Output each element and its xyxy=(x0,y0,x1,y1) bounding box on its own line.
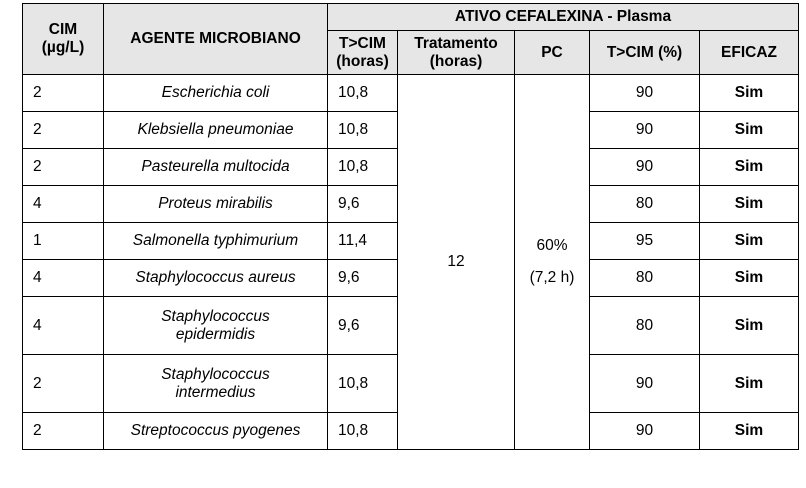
cell-tcim: 10,8 xyxy=(328,75,398,112)
cell-eficaz: Sim xyxy=(700,149,799,186)
cell-cim: 2 xyxy=(23,75,104,112)
cell-tratamento: 12 xyxy=(398,75,515,450)
cell-eficaz: Sim xyxy=(700,355,799,413)
header-treatment xyxy=(398,31,515,75)
cell-agent: Pasteurella multocida xyxy=(104,149,328,186)
header-cim xyxy=(23,4,104,75)
cell-pc-value: 60% xyxy=(536,237,568,254)
cell-tcim-pct: 80 xyxy=(590,260,700,297)
cell-tcim-pct: 90 xyxy=(590,149,700,186)
cell-eficaz: Sim xyxy=(700,112,799,149)
cell-eficaz: Sim xyxy=(700,297,799,355)
header-tcim-unit: (horas) xyxy=(336,52,389,70)
cell-cim: 2 xyxy=(23,355,104,413)
cell-tcim-pct: 90 xyxy=(590,355,700,413)
cell-tcim-pct: 80 xyxy=(590,297,700,355)
header-group: ATIVO CEFALEXINA - Plasma xyxy=(328,4,799,31)
cell-agent xyxy=(104,297,328,355)
cell-agent: Proteus mirabilis xyxy=(104,186,328,223)
cell-tcim-pct: 90 xyxy=(590,112,700,149)
cell-tcim: 9,6 xyxy=(328,297,398,355)
header-agent: AGENTE MICROBIANO xyxy=(104,4,328,75)
cell-pc xyxy=(515,75,590,450)
cell-tcim-pct: 90 xyxy=(590,413,700,450)
cell-tcim: 9,6 xyxy=(328,186,398,223)
header-pc: PC xyxy=(515,31,590,75)
cell-agent-line2: intermedius xyxy=(175,383,256,401)
cell-tcim-pct: 95 xyxy=(590,223,700,260)
cell-cim: 4 xyxy=(23,260,104,297)
cell-agent-line1: Staphylococcus xyxy=(161,365,270,383)
cell-cim: 4 xyxy=(23,186,104,223)
cell-eficaz: Sim xyxy=(700,75,799,112)
header-tcim-label: T>CIM xyxy=(339,34,386,52)
cell-agent: Salmonella typhimurium xyxy=(104,223,328,260)
cell-agent: Klebsiella pneumoniae xyxy=(104,112,328,149)
cell-eficaz: Sim xyxy=(700,223,799,260)
cell-agent: Escherichia coli xyxy=(104,75,328,112)
header-treatment-unit: (horas) xyxy=(429,52,483,70)
header-tcim xyxy=(328,31,398,75)
cell-cim: 2 xyxy=(23,149,104,186)
cell-tcim: 10,8 xyxy=(328,112,398,149)
cell-eficaz: Sim xyxy=(700,186,799,223)
header-tcim-pct: T>CIM (%) xyxy=(590,31,700,75)
cell-agent xyxy=(104,355,328,413)
cell-tcim: 10,8 xyxy=(328,413,398,450)
header-cim-unit: (µg/L) xyxy=(41,39,85,56)
cell-tcim-pct: 90 xyxy=(590,75,700,112)
cell-tcim: 11,4 xyxy=(328,223,398,260)
cell-agent-line1: Staphylococcus xyxy=(161,307,270,325)
cell-agent-line2: epidermidis xyxy=(175,325,256,343)
cell-tcim: 9,6 xyxy=(328,260,398,297)
cell-tcim: 10,8 xyxy=(328,355,398,413)
header-eficaz: EFICAZ xyxy=(700,31,799,75)
cell-agent: Staphylococcus aureus xyxy=(104,260,328,297)
cell-cim: 4 xyxy=(23,297,104,355)
cefalexina-table xyxy=(22,3,799,450)
header-treatment-label: Tratamento xyxy=(414,34,498,52)
cell-cim: 2 xyxy=(23,112,104,149)
cell-tcim: 10,8 xyxy=(328,149,398,186)
cell-agent: Streptococcus pyogenes xyxy=(104,413,328,450)
table-container xyxy=(22,3,799,450)
cell-tcim-pct: 80 xyxy=(590,186,700,223)
cell-eficaz: Sim xyxy=(700,260,799,297)
cell-pc-hours: (7,2 h) xyxy=(529,269,575,286)
cell-cim: 2 xyxy=(23,413,104,450)
table-row xyxy=(23,75,799,112)
header-cim-label: CIM xyxy=(48,21,78,38)
cell-cim: 1 xyxy=(23,223,104,260)
cell-eficaz: Sim xyxy=(700,413,799,450)
